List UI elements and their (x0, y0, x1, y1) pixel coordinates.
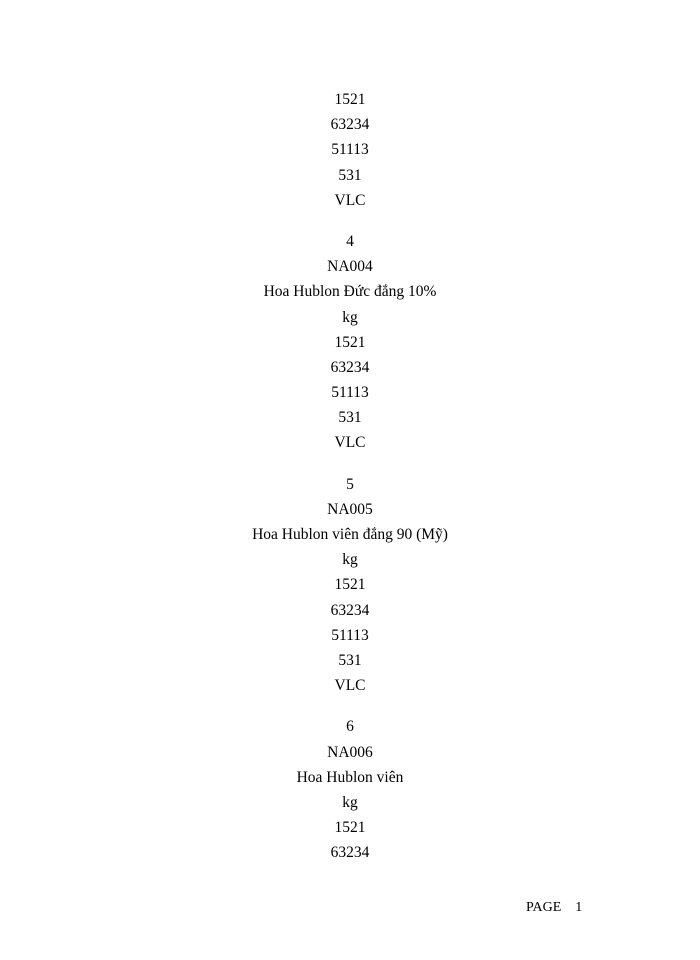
entry-line: 4 (346, 232, 354, 250)
entry-block-5 (0, 472, 700, 699)
entry-line: 51113 (331, 626, 369, 644)
entry-line: Hoa Hublon viên đắng 90 (Mỹ) (252, 526, 448, 543)
entry-line: 1521 (334, 333, 366, 351)
entry-line: 63234 (330, 601, 370, 619)
entry-line: NA004 (327, 258, 373, 276)
entry-line: kg (342, 551, 358, 569)
entry-line: 1521 (334, 819, 366, 837)
entry-block-4 (0, 229, 700, 456)
entry-line: VLC (334, 191, 366, 209)
entry-line: 531 (338, 166, 362, 184)
entry-line: 1521 (334, 576, 366, 594)
entry-line: 51113 (331, 384, 369, 402)
entry-line: 6 (346, 718, 354, 736)
entry-line: 531 (338, 651, 362, 669)
entry-block-6 (0, 714, 700, 865)
entry-line: NA005 (327, 500, 373, 518)
entry-line: 51113 (331, 141, 369, 159)
entry-block-1 (0, 87, 700, 213)
entry-line: Hoa Hublon Đức đắng 10% (263, 283, 437, 301)
entry-line: VLC (334, 677, 366, 695)
entry-line: Hoa Hublon viên (296, 768, 404, 786)
entry-line: 5 (346, 475, 354, 493)
page-content (0, 87, 700, 881)
entry-line: kg (342, 308, 358, 326)
entry-line: 63234 (330, 116, 370, 134)
entry-line: 63234 (330, 358, 370, 376)
entry-line: NA006 (327, 743, 373, 761)
entry-line: kg (342, 793, 358, 811)
entry-line: 63234 (330, 844, 370, 862)
entry-line: 1521 (334, 91, 366, 108)
entry-line: VLC (334, 434, 366, 452)
page-number: 1 (575, 900, 583, 915)
page-footer (526, 898, 582, 918)
entry-line: 531 (338, 409, 362, 427)
page-label: PAGE (526, 900, 562, 915)
